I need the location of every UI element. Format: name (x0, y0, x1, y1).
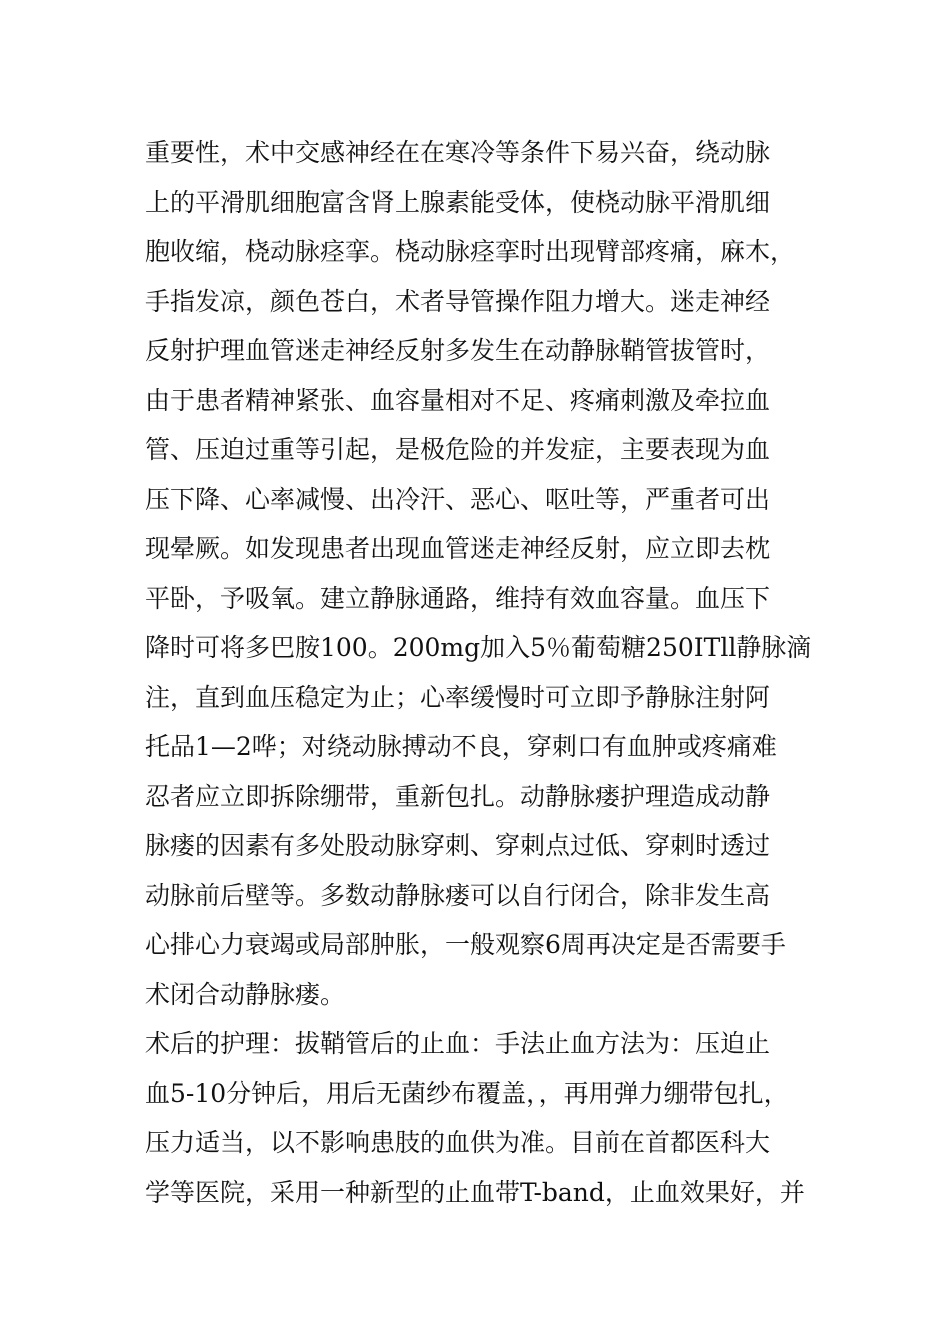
text-line-8: 压下降、心率减慢、出冷汗、恶心、呕吐等，严重者可出 (145, 484, 771, 514)
text-line-13: 托品1—2哗；对绕动脉搏动不良，穿刺口有血肿或疼痛难 (145, 732, 777, 761)
text-line-2: 上的平滑肌细胞富含肾上腺素能受体，使桡动脉平滑肌细 (145, 187, 771, 217)
body-text (145, 128, 825, 1217)
text-line-12: 注，直到血压稳定为止；心率缓慢时可立即予静脉注射阿 (145, 682, 771, 712)
text-line-14: 忍者应立即拆除绷带，重新包扎。动静脉瘘护理造成动静 (145, 781, 771, 811)
text-line-11: 降时可将多巴胺100。200mg加入5％葡萄糖250ITll静脉滴 (145, 633, 812, 662)
text-line-7: 管、压迫过重等引起，是极危险的并发症，主要表现为血 (145, 435, 771, 464)
text-line-20: 血5-10分钟后，用后无菌纱布覆盖，，再用弹力绷带包扎， (145, 1078, 789, 1108)
text-line-19: 术后的护理：拔鞘管后的止血：手法止血方法为：压迫止 (145, 1029, 771, 1058)
text-line-3: 胞收缩，桡动脉痉挛。桡动脉痉挛时出现臂部疼痛，麻木， (145, 237, 796, 266)
text-line-6: 由于患者精神紧张、血容量相对不足、疼痛刺激及牵拉血 (145, 385, 771, 415)
text-line-4: 手指发凉，颜色苍白，术者导管操作阻力增大。迷走神经 (145, 286, 771, 316)
text-line-18: 术闭合动静脉瘘。 (145, 979, 346, 1009)
text-line-17: 心排心力衰竭或局部肿胀，一般观察6周再决定是否需要手 (145, 930, 786, 959)
text-line-5: 反射护理血管迷走神经反射多发生在动静脉鞘管拔管时， (145, 336, 771, 365)
text-line-16: 动脉前后壁等。多数动静脉瘘可以自行闭合，除非发生高 (145, 880, 771, 910)
text-line-21: 压力适当，以不影响患肢的血供为准。目前在首都医科大 (145, 1128, 771, 1157)
text-line-22: 学等医院，采用一种新型的止血带T-band，止血效果好，并 (145, 1177, 805, 1207)
text-line-1: 重要性，术中交感神经在在寒冷等条件下易兴奋，绕动脉 (145, 138, 771, 167)
text-line-9: 现晕厥。如发现患者出现血管迷走神经反射，应立即去枕 (145, 534, 771, 563)
text-line-10: 平卧，予吸氧。建立静脉通路，维持有效血容量。血压下 (145, 583, 771, 613)
text-line-15: 脉瘘的因素有多处股动脉穿刺、穿刺点过低、穿刺时透过 (145, 831, 771, 860)
